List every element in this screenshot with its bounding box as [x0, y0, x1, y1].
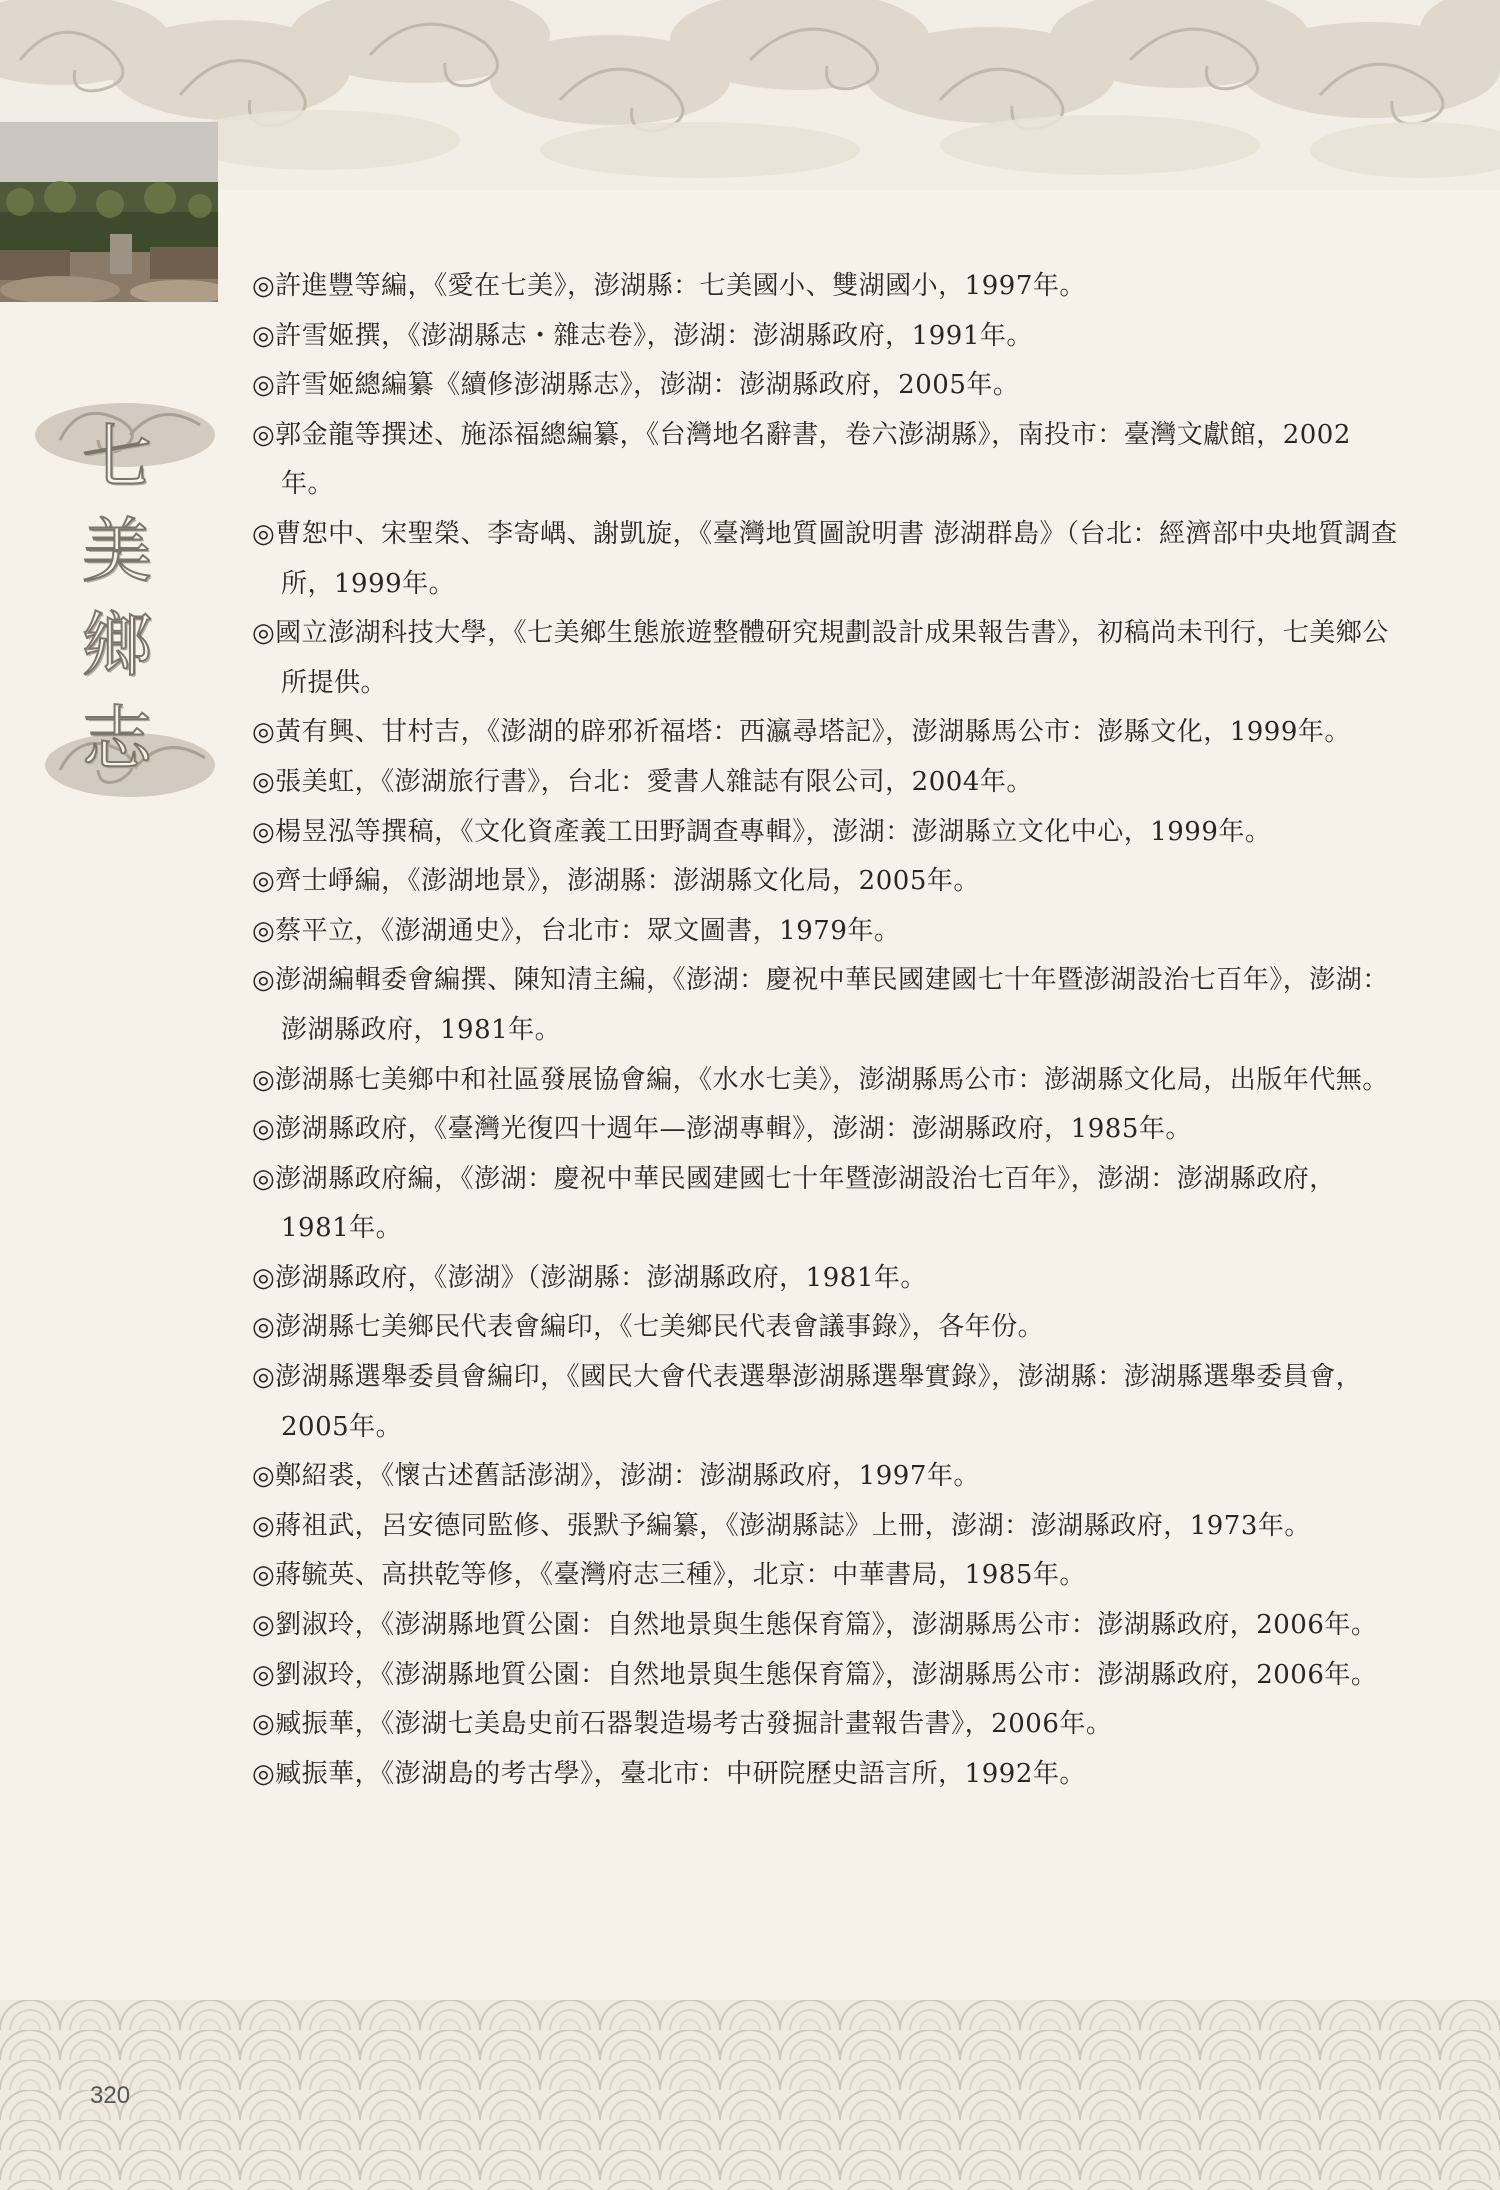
bibliography-entry: ◎蔣祖武，呂安德同監修、張默予編纂，《澎湖縣誌》上冊，澎湖：澎湖縣政府，1973年。 — [252, 1510, 1311, 1541]
wave-pattern-footer — [0, 2000, 1500, 2190]
bibliography-entry: ◎郭金龍等撰述、施添福總編纂，《台灣地名辭書，卷六澎湖縣》，南投市：臺灣文獻館，2002年。 — [252, 419, 1351, 500]
bibliography-entry: ◎楊昱泓等撰稿，《文化資產義工田野調查專輯》，澎湖：澎湖縣立文化中心，1999年。 — [252, 816, 1272, 847]
bibliography-entry: ◎黃有興、甘村吉，《澎湖的辟邪祈福塔：西瀛尋塔記》，澎湖縣馬公市：澎縣文化，1999年。 — [252, 717, 1351, 748]
bibliography-entry: ◎許雪姬撰，《澎湖縣志・雜志卷》，澎湖：澎湖縣政府，1991年。 — [252, 320, 1033, 351]
bibliography-entry: ◎齊士崢編，《澎湖地景》，澎湖縣：澎湖縣文化局，2005年。 — [252, 866, 980, 897]
landscape-photo — [0, 122, 218, 302]
book-title-char-2: 美 — [82, 510, 152, 592]
book-title-char-4: 志 — [82, 698, 152, 780]
bibliography-entry: ◎劉淑玲，《澎湖縣地質公園：自然地景與生態保育篇》，澎湖縣馬公市：澎湖縣政府，2006年。 — [252, 1610, 1378, 1641]
book-title-vertical — [62, 410, 172, 786]
bibliography-entry: ◎曹恕中、宋聖榮、李寄嵎、謝凱旋，《臺灣地質圖說明書 澎湖群島》（台北：經濟部中央地質調查所，1999年。 — [252, 518, 1398, 599]
bibliography-list — [252, 262, 1402, 1799]
bibliography-entry: ◎國立澎湖科技大學，《七美鄉生態旅遊整體研究規劃設計成果報告書》，初稿尚未刊行，七美鄉公所提供。 — [252, 618, 1389, 698]
bibliography-entry: ◎澎湖縣七美鄉中和社區發展協會編，《水水七美》，澎湖縣馬公市：澎湖縣文化局，出版年代無。 — [252, 1064, 1389, 1095]
page-number: 320 — [90, 2082, 131, 2109]
bibliography-entry: ◎劉淑玲，《澎湖縣地質公園：自然地景與生態保育篇》，澎湖縣馬公市：澎湖縣政府，2006年。 — [252, 1659, 1378, 1690]
bibliography-entry: ◎張美虹，《澎湖旅行書》，台北：愛書人雜誌有限公司，2004年。 — [252, 766, 1033, 797]
bibliography-entry: ◎許進豐等編，《愛在七美》，澎湖縣：七美國小、雙湖國小，1997年。 — [252, 271, 1086, 301]
bibliography-entry: ◎臧振華，《澎湖七美島史前石器製造場考古發掘計畫報告書》，2006年。 — [252, 1709, 1113, 1740]
bibliography-entry: ◎澎湖縣政府，《澎湖》（澎湖縣：澎湖縣政府，1981年。 — [252, 1262, 927, 1293]
bibliography-entry: ◎臧振華，《澎湖島的考古學》，臺北市：中研院歷史語言所，1992年。 — [252, 1758, 1086, 1789]
bibliography-entry: ◎蔣毓英、高拱乾等修，《臺灣府志三種》，北京：中華書局，1985年。 — [252, 1560, 1086, 1591]
book-title-char-1: 七 — [82, 416, 152, 498]
bibliography-entry: ◎澎湖縣政府編，《澎湖：慶祝中華民國建國七十年暨澎湖設治七百年》，澎湖：澎湖縣政府，1981年。 — [252, 1163, 1336, 1244]
bibliography-entry: ◎澎湖縣七美鄉民代表會編印，《七美鄉民代表會議事錄》，各年份。 — [252, 1312, 1045, 1343]
cloud-pattern-header — [0, 0, 1500, 190]
book-title-char-3: 鄉 — [82, 604, 152, 686]
bibliography-entry: ◎澎湖縣政府，《臺灣光復四十週年—澎湖專輯》，澎湖：澎湖縣政府，1985年。 — [252, 1114, 1192, 1145]
bibliography-entry: ◎許雪姬總編纂《續修澎湖縣志》，澎湖：澎湖縣政府，2005年。 — [252, 370, 1020, 401]
bibliography-entry: ◎澎湖編輯委會編撰、陳知清主編，《澎湖：慶祝中華民國建國七十年暨澎湖設治七百年》，澎湖：澎湖縣政府，1981年。 — [252, 965, 1389, 1045]
bibliography-entry: ◎鄭紹裘，《懷古述舊話澎湖》，澎湖：澎湖縣政府，1997年。 — [252, 1461, 980, 1492]
bibliography-entry: ◎蔡平立，《澎湖通史》，台北市：眾文圖書，1979年。 — [252, 915, 901, 946]
bibliography-entry: ◎澎湖縣選舉委員會編印，《國民大會代表選舉澎湖縣選舉實錄》，澎湖縣：澎湖縣選舉委員會，2005年。 — [252, 1362, 1363, 1442]
